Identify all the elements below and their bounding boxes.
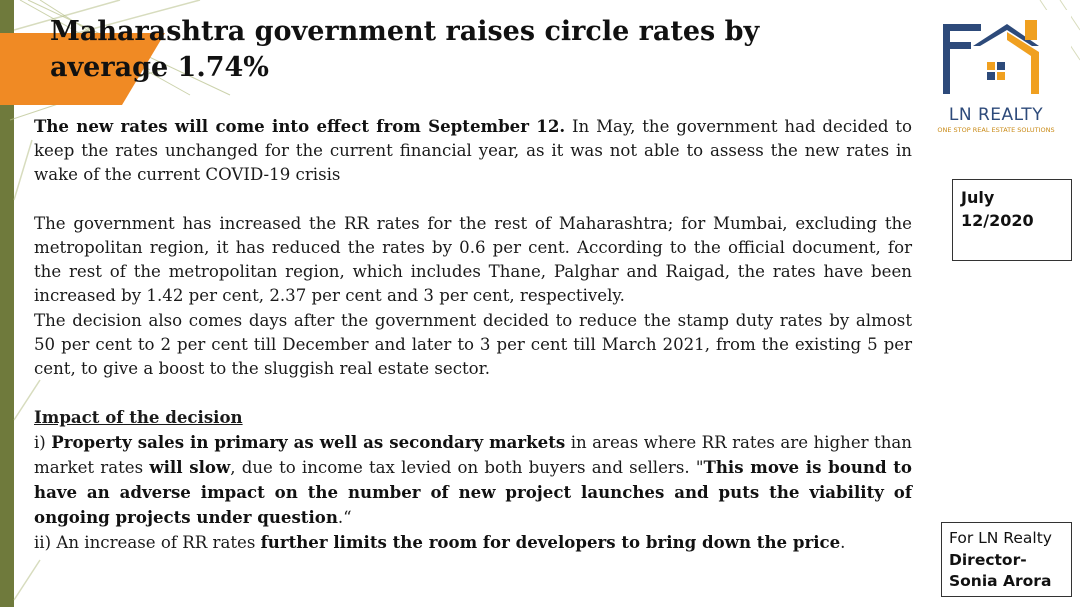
signature-title: Director- xyxy=(949,550,1027,569)
date-line-2: 12/2020 xyxy=(961,211,1034,230)
slide-body xyxy=(34,114,912,556)
ln-realty-logo xyxy=(921,10,1071,140)
impact-2-bold-1: further limits the room for developers to bring down the price xyxy=(260,532,841,553)
impact-1-bold-3: This move is bound to have an adverse impact on the number of new project launches and puts the viability of ongoing projects under question xyxy=(34,456,912,528)
paragraph-rr-rates: The government has increased the RR rates for the rest of Maharashtra; for Mumbai, excluding the metropolitan region, it has reduced the rates by 0.6 per cent. According to the official document, for the rest of the metropolitan region, which includes Thane, Palghar and Raigad, the rates have been increased by 1.42 per cent, 2.37 per cent and 3 per cent, respectively. xyxy=(34,213,912,306)
impact-1-text-1: in areas where RR rates are higher than market rates xyxy=(34,432,912,477)
impact-point-1 xyxy=(34,430,912,531)
paragraph-effective-date xyxy=(34,114,912,188)
signature-name: Sonia Arora xyxy=(949,572,1052,590)
paragraph-lead: The new rates will come into effect from September 12. xyxy=(34,116,566,136)
paragraph-rest: In May, the government had decided to keep the rates unchanged for the current financial year, as it was not able to assess the new rates in wake of the current COVID-19 crisis xyxy=(34,117,912,185)
slide-title: Maharashtra government raises circle rates by average 1.74% xyxy=(50,16,760,83)
impact-1-bold-2: will slow xyxy=(149,456,231,477)
signature-box xyxy=(941,522,1072,597)
date-line-1: July xyxy=(961,188,995,207)
impact-1-prefix: i) xyxy=(34,432,52,452)
impact-point-2 xyxy=(34,530,912,555)
impact-2-prefix: ii) An increase of RR rates xyxy=(34,533,261,553)
logo-tagline: ONE STOP REAL ESTATE SOLUTIONS xyxy=(937,126,1055,134)
impact-1-text-2: , due to income tax levied on both buyers and sellers. " xyxy=(230,457,704,477)
paragraph-stamp-duty: The decision also comes days after the government decided to reduce the stamp duty rates by almost 50 per cent to 2 per cent till December and later to 3 per cent till March 2021, from the existing 5 per cent, to give a boost to the sluggish real estate sector. xyxy=(34,310,912,379)
impact-heading: Impact of the decision xyxy=(34,407,243,428)
house-logo-icon xyxy=(921,10,1071,105)
impact-2-text-1: . xyxy=(840,533,846,553)
impact-1-text-3: .“ xyxy=(337,508,352,528)
date-box xyxy=(952,179,1072,261)
logo-name: LN REALTY xyxy=(948,105,1044,125)
signature-company: For LN Realty xyxy=(949,529,1052,547)
impact-1-bold-1: Property sales in primary as well as secondary markets xyxy=(51,431,566,452)
